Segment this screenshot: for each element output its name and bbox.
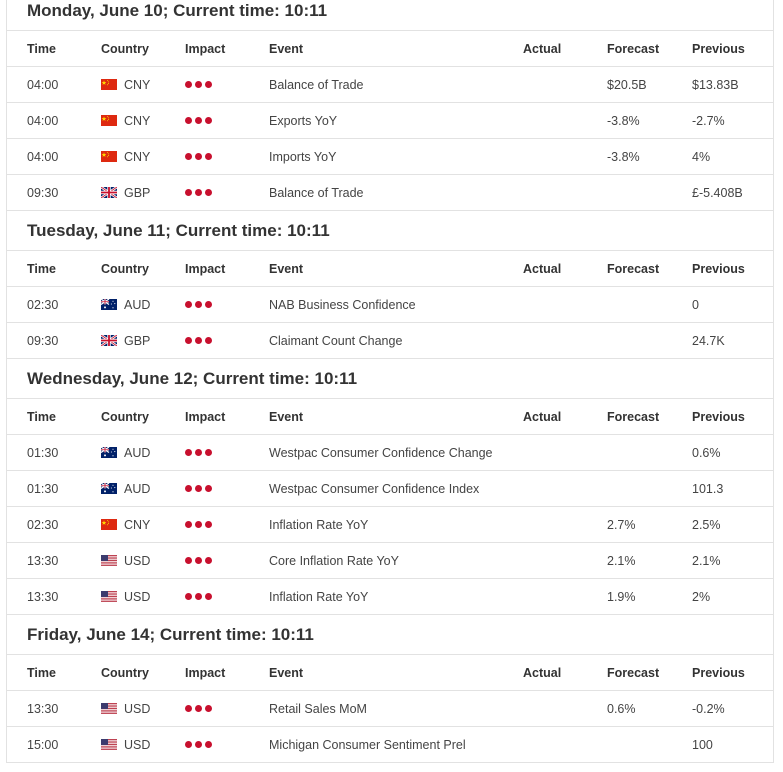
- event-row[interactable]: [7, 690, 773, 726]
- day-title: Wednesday, June 12; Current time: 10:11: [27, 368, 358, 388]
- event-name[interactable]: NAB Business Confidence: [269, 297, 416, 312]
- event-name[interactable]: Westpac Consumer Confidence Change: [269, 445, 493, 460]
- impact-dot-icon: [185, 189, 192, 196]
- impact-indicator: [185, 741, 269, 748]
- event-row[interactable]: [7, 138, 773, 174]
- event-row[interactable]: [7, 434, 773, 470]
- china-flag-icon: [101, 519, 117, 530]
- china-flag-icon: [101, 79, 117, 90]
- event-previous: 2.1%: [692, 553, 721, 568]
- column-header-impact: Impact: [185, 41, 226, 56]
- event-forecast: $20.5B: [607, 77, 647, 92]
- column-header-event: Event: [269, 665, 304, 680]
- day-title: Monday, June 10; Current time: 10:11: [27, 1, 328, 20]
- impact-dot-icon: [205, 485, 212, 492]
- impact-indicator: [185, 81, 269, 88]
- usa-flag-icon: [101, 739, 117, 750]
- column-header-impact: Impact: [185, 409, 226, 424]
- country-code: CNY: [124, 517, 151, 532]
- impact-indicator: [185, 117, 269, 124]
- column-header-row: [7, 398, 773, 434]
- day-title: Friday, June 14; Current time: 10:11: [27, 624, 314, 644]
- impact-indicator: [185, 521, 269, 528]
- event-country: [101, 482, 185, 496]
- impact-dot-icon: [185, 301, 192, 308]
- impact-dot-icon: [195, 557, 202, 564]
- impact-indicator: [185, 705, 269, 712]
- impact-dot-icon: [195, 301, 202, 308]
- event-country: [101, 738, 185, 752]
- country-code: USD: [124, 589, 151, 604]
- column-header-country: Country: [101, 409, 149, 424]
- impact-dot-icon: [195, 741, 202, 748]
- impact-dot-icon: [195, 337, 202, 344]
- australia-flag-icon: [101, 447, 117, 458]
- usa-flag-icon: [101, 591, 117, 602]
- column-header-row: [7, 30, 773, 66]
- event-row[interactable]: [7, 726, 773, 762]
- event-name[interactable]: Exports YoY: [269, 113, 338, 128]
- impact-dot-icon: [195, 81, 202, 88]
- event-name[interactable]: Retail Sales MoM: [269, 701, 367, 716]
- china-flag-icon: [101, 151, 117, 162]
- impact-dot-icon: [185, 81, 192, 88]
- event-country: [101, 186, 185, 200]
- event-name[interactable]: Inflation Rate YoY: [269, 517, 369, 532]
- country-code: GBP: [124, 333, 151, 348]
- impact-indicator: [185, 449, 269, 456]
- impact-indicator: [185, 485, 269, 492]
- impact-dot-icon: [205, 189, 212, 196]
- event-time: 04:00: [27, 149, 59, 164]
- column-header-previous: Previous: [692, 409, 745, 424]
- column-header-country: Country: [101, 41, 149, 56]
- impact-indicator: [185, 301, 269, 308]
- event-time: 13:30: [27, 701, 59, 716]
- event-country: [101, 446, 185, 460]
- event-previous: 101.3: [692, 481, 724, 496]
- event-country: [101, 114, 185, 128]
- impact-dot-icon: [195, 449, 202, 456]
- column-header-country: Country: [101, 665, 149, 680]
- event-time: 13:30: [27, 553, 59, 568]
- impact-dot-icon: [195, 189, 202, 196]
- event-row[interactable]: [7, 578, 773, 614]
- day-header: [7, 614, 773, 654]
- event-time: 04:00: [27, 113, 59, 128]
- country-code: GBP: [124, 185, 151, 200]
- event-country: [101, 150, 185, 164]
- impact-dot-icon: [185, 117, 192, 124]
- column-header-time: Time: [27, 41, 56, 56]
- event-previous: £-5.408B: [692, 185, 743, 200]
- country-code: AUD: [124, 445, 151, 460]
- country-code: CNY: [124, 149, 151, 164]
- event-time: 09:30: [27, 333, 59, 348]
- event-country: [101, 78, 185, 92]
- event-name[interactable]: Balance of Trade: [269, 77, 364, 92]
- event-previous: 2%: [692, 589, 711, 604]
- column-header-time: Time: [27, 409, 56, 424]
- event-time: 13:30: [27, 589, 59, 604]
- impact-dot-icon: [205, 301, 212, 308]
- column-header-row: [7, 250, 773, 286]
- event-country: [101, 702, 185, 716]
- event-country: [101, 334, 185, 348]
- event-row[interactable]: [7, 542, 773, 578]
- country-code: USD: [124, 553, 151, 568]
- event-forecast: 2.7%: [607, 517, 636, 532]
- event-country: [101, 518, 185, 532]
- uk-flag-icon: [101, 187, 117, 198]
- column-header-actual: Actual: [523, 665, 562, 680]
- event-name[interactable]: Michigan Consumer Sentiment Prel: [269, 737, 466, 752]
- country-code: CNY: [124, 77, 151, 92]
- event-previous: -0.2%: [692, 701, 725, 716]
- day-title: Tuesday, June 11; Current time: 10:11: [27, 220, 330, 240]
- impact-dot-icon: [195, 521, 202, 528]
- event-country: [101, 554, 185, 568]
- day-header: [7, 358, 773, 398]
- event-forecast: 0.6%: [607, 701, 636, 716]
- column-header-time: Time: [27, 261, 56, 276]
- australia-flag-icon: [101, 483, 117, 494]
- event-previous: 0.6%: [692, 445, 721, 460]
- event-row[interactable]: [7, 322, 773, 358]
- event-row[interactable]: [7, 174, 773, 210]
- event-previous: $13.83B: [692, 77, 739, 92]
- impact-dot-icon: [205, 337, 212, 344]
- event-country: [101, 298, 185, 312]
- event-forecast: 2.1%: [607, 553, 636, 568]
- event-time: 01:30: [27, 445, 59, 460]
- impact-indicator: [185, 593, 269, 600]
- impact-dot-icon: [185, 705, 192, 712]
- impact-indicator: [185, 337, 269, 344]
- column-header-event: Event: [269, 261, 304, 276]
- event-time: 09:30: [27, 185, 59, 200]
- column-header-previous: Previous: [692, 41, 745, 56]
- impact-dot-icon: [205, 741, 212, 748]
- impact-indicator: [185, 557, 269, 564]
- event-time: 02:30: [27, 517, 59, 532]
- event-row[interactable]: [7, 506, 773, 542]
- event-name[interactable]: Claimant Count Change: [269, 333, 403, 348]
- column-header-forecast: Forecast: [607, 409, 660, 424]
- impact-dot-icon: [205, 153, 212, 160]
- impact-dot-icon: [205, 81, 212, 88]
- event-country: [101, 590, 185, 604]
- impact-dot-icon: [195, 593, 202, 600]
- column-header-event: Event: [269, 409, 304, 424]
- column-header-forecast: Forecast: [607, 665, 660, 680]
- impact-dot-icon: [185, 593, 192, 600]
- impact-dot-icon: [205, 449, 212, 456]
- event-time: 02:30: [27, 297, 59, 312]
- column-header-actual: Actual: [523, 41, 562, 56]
- country-code: AUD: [124, 481, 151, 496]
- event-time: 15:00: [27, 737, 59, 752]
- country-code: AUD: [124, 297, 151, 312]
- event-name[interactable]: Inflation Rate YoY: [269, 589, 369, 604]
- event-name[interactable]: Core Inflation Rate YoY: [269, 553, 399, 568]
- event-row[interactable]: [7, 470, 773, 506]
- country-code: CNY: [124, 113, 151, 128]
- impact-dot-icon: [195, 117, 202, 124]
- impact-dot-icon: [205, 521, 212, 528]
- column-header-forecast: Forecast: [607, 261, 660, 276]
- column-header-actual: Actual: [523, 409, 562, 424]
- column-header-row: [7, 654, 773, 690]
- country-code: USD: [124, 701, 151, 716]
- uk-flag-icon: [101, 335, 117, 346]
- impact-dot-icon: [185, 337, 192, 344]
- event-row[interactable]: [7, 286, 773, 322]
- impact-dot-icon: [195, 485, 202, 492]
- impact-indicator: [185, 153, 269, 160]
- event-forecast: -3.8%: [607, 149, 640, 164]
- column-header-event: Event: [269, 41, 304, 56]
- australia-flag-icon: [101, 299, 117, 310]
- event-previous: 100: [692, 737, 713, 752]
- usa-flag-icon: [101, 703, 117, 714]
- day-header: [7, 210, 773, 250]
- impact-dot-icon: [205, 557, 212, 564]
- event-forecast: -3.8%: [607, 113, 640, 128]
- day-header: [7, 0, 773, 30]
- usa-flag-icon: [101, 555, 117, 566]
- event-time: 04:00: [27, 77, 59, 92]
- impact-dot-icon: [205, 593, 212, 600]
- impact-indicator: [185, 189, 269, 196]
- event-row[interactable]: [7, 66, 773, 102]
- column-header-impact: Impact: [185, 665, 226, 680]
- impact-dot-icon: [185, 485, 192, 492]
- column-header-forecast: Forecast: [607, 41, 660, 56]
- event-name[interactable]: Westpac Consumer Confidence Index: [269, 481, 480, 496]
- event-time: 01:30: [27, 481, 59, 496]
- impact-dot-icon: [185, 153, 192, 160]
- column-header-previous: Previous: [692, 665, 745, 680]
- impact-dot-icon: [185, 521, 192, 528]
- event-previous: 4%: [692, 149, 711, 164]
- economic-calendar: [6, 0, 774, 763]
- impact-dot-icon: [195, 153, 202, 160]
- impact-dot-icon: [185, 449, 192, 456]
- event-previous: 24.7K: [692, 333, 725, 348]
- country-code: USD: [124, 737, 151, 752]
- column-header-time: Time: [27, 665, 56, 680]
- column-header-actual: Actual: [523, 261, 562, 276]
- column-header-previous: Previous: [692, 261, 745, 276]
- event-name[interactable]: Balance of Trade: [269, 185, 364, 200]
- impact-dot-icon: [185, 741, 192, 748]
- impact-dot-icon: [205, 117, 212, 124]
- column-header-impact: Impact: [185, 261, 226, 276]
- event-previous: 2.5%: [692, 517, 721, 532]
- impact-dot-icon: [185, 557, 192, 564]
- event-row[interactable]: [7, 102, 773, 138]
- column-header-country: Country: [101, 261, 149, 276]
- impact-dot-icon: [195, 705, 202, 712]
- impact-dot-icon: [205, 705, 212, 712]
- china-flag-icon: [101, 115, 117, 126]
- event-name[interactable]: Imports YoY: [269, 149, 337, 164]
- event-forecast: 1.9%: [607, 589, 636, 604]
- event-previous: -2.7%: [692, 113, 725, 128]
- event-previous: 0: [692, 297, 699, 312]
